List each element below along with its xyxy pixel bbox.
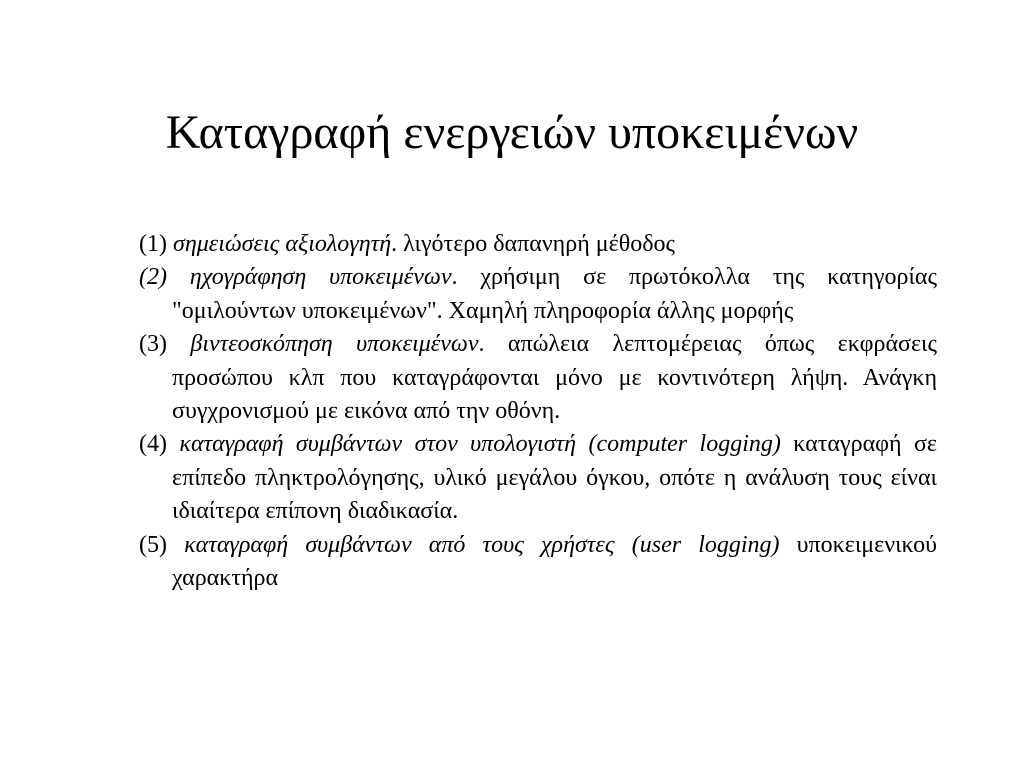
list-item [139, 428, 937, 528]
item-number: (4) [139, 431, 180, 458]
slide-title: Καταγραφή ενεργειών υποκειμένων [165, 106, 859, 159]
item-text: . χρήσιμη σε πρωτόκολλα της κατηγορίας "ομιλούντων υποκειμένων". Χαμηλή πληροφορία άλλης μορφής [172, 264, 937, 324]
item-number: (3) [139, 331, 191, 358]
item-emphasis: (2) ηχογράφηση υποκειμένων [139, 264, 452, 291]
item-number: (5) [139, 531, 185, 558]
item-emphasis: καταγραφή συμβάντων στον υπολογιστή (computer logging) [179, 431, 781, 458]
item-text: . απώλεια λεπτομέρειας όπως εκφράσεις προσώπου κλπ που καταγράφονται μόνο με κοντινότερη λήψη. Ανάγκη συγχρονισμού με εικόνα από την οθόνη. [172, 331, 937, 425]
item-text: . λιγότερο δαπανηρή μέθοδος [391, 231, 676, 257]
item-emphasis: καταγραφή συμβάντων από τους χρήστες (user logging) [184, 531, 780, 558]
item-number: (1) [139, 231, 173, 257]
list-item [139, 261, 937, 328]
list-item [139, 328, 937, 428]
list-item [139, 228, 937, 261]
item-text: υποκειμενικού χαρακτήρα [172, 531, 937, 592]
slide-body [139, 228, 937, 595]
item-text: καταγραφή σε επίπεδο πληκτρολόγησης, υλικό μεγάλου όγκου, οπότε η ανάλυση τους είναι ιδιαίτερα επίπονη διαδικασία. [172, 431, 937, 525]
item-emphasis: σημειώσεις αξιολογητή [172, 231, 392, 257]
list-item [139, 529, 937, 596]
item-emphasis: βιντεοσκόπηση υποκειμένων [190, 331, 479, 358]
